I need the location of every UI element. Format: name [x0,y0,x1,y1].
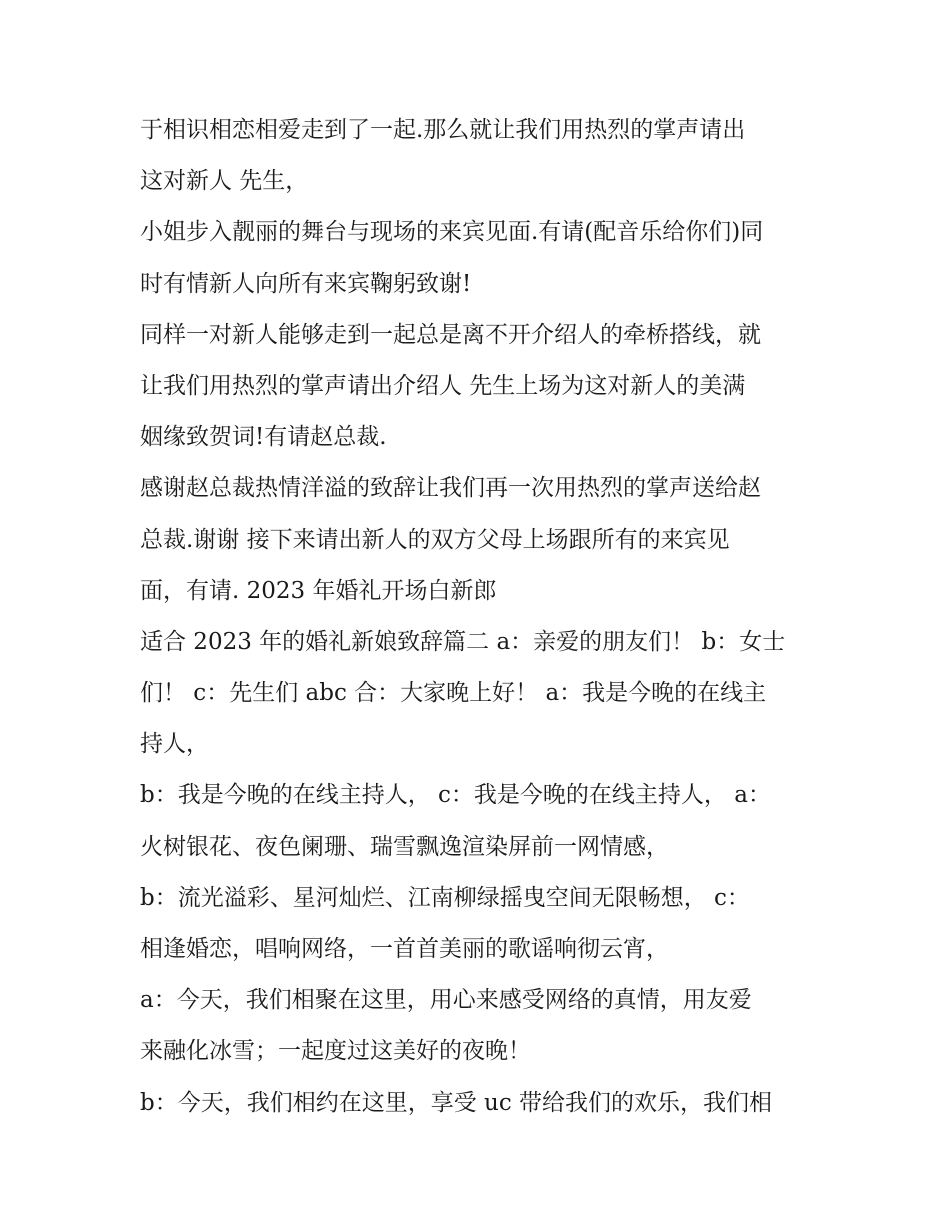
text-line: 感谢赵总裁热情洋溢的致辞让我们再一次用热烈的掌声送给赵 [140,475,761,502]
text-line: 总裁.谢谢 接下来请出新人的双方父母上场跟所有的来宾见 [140,526,730,553]
text-line: 适合 2023 年的婚礼新娘致辞篇二 a：亲爱的朋友们！ b：女士 [140,628,786,655]
text-line: 同样一对新人能够走到一起总是离不开介绍人的牵桥搭线，就 [140,321,761,348]
text-line: 姻缘致贺词!有请赵总裁. [140,424,387,451]
text-line: 小姐步入靓丽的舞台与现场的来宾见面.有请(配音乐给你们)同 [140,219,764,246]
text-line: 相逢婚恋，唱响网络，一首首美丽的歌谣响彻云宵， [140,936,669,962]
text-line: b：流光溢彩、星河灿烂、江南柳绿摇曳空间无限畅想， c： [140,884,750,911]
text-line: 火树银花、夜色阑珊、瑞雪飘逸渲染屏前一网情感， [140,833,669,860]
text-line: a：今天，我们相聚在这里，用心来感受网络的真情，用友爱 [140,987,752,1014]
text-line: 这对新人 先生， [140,168,309,195]
text-line: b：我是今晚的在线主持人， c：我是今晚的在线主持人， a： [140,782,771,809]
text-line: 面，有请. 2023 年婚礼开场白新郎 [140,577,497,604]
text-line: 于相识相恋相爱走到了一起.那么就让我们用热烈的掌声请出 [140,117,746,143]
text-line: 来融化冰雪；一起度过这美好的夜晚！ [140,1038,531,1065]
text-line: b：今天，我们相约在这里，享受 uc 带给我们的欢乐，我们相 [140,1089,773,1116]
text-line: 持人， [140,731,209,758]
text-line: 时有情新人向所有来宾鞠躬致谢! [140,270,472,297]
text-line: 让我们用热烈的掌声请出介绍人 先生上场为这对新人的美满 [140,372,746,399]
text-line: 们！ c：先生们 abc 合：大家晚上好！ a：我是今晚的在线主 [140,680,767,707]
document-body [140,105,820,1129]
